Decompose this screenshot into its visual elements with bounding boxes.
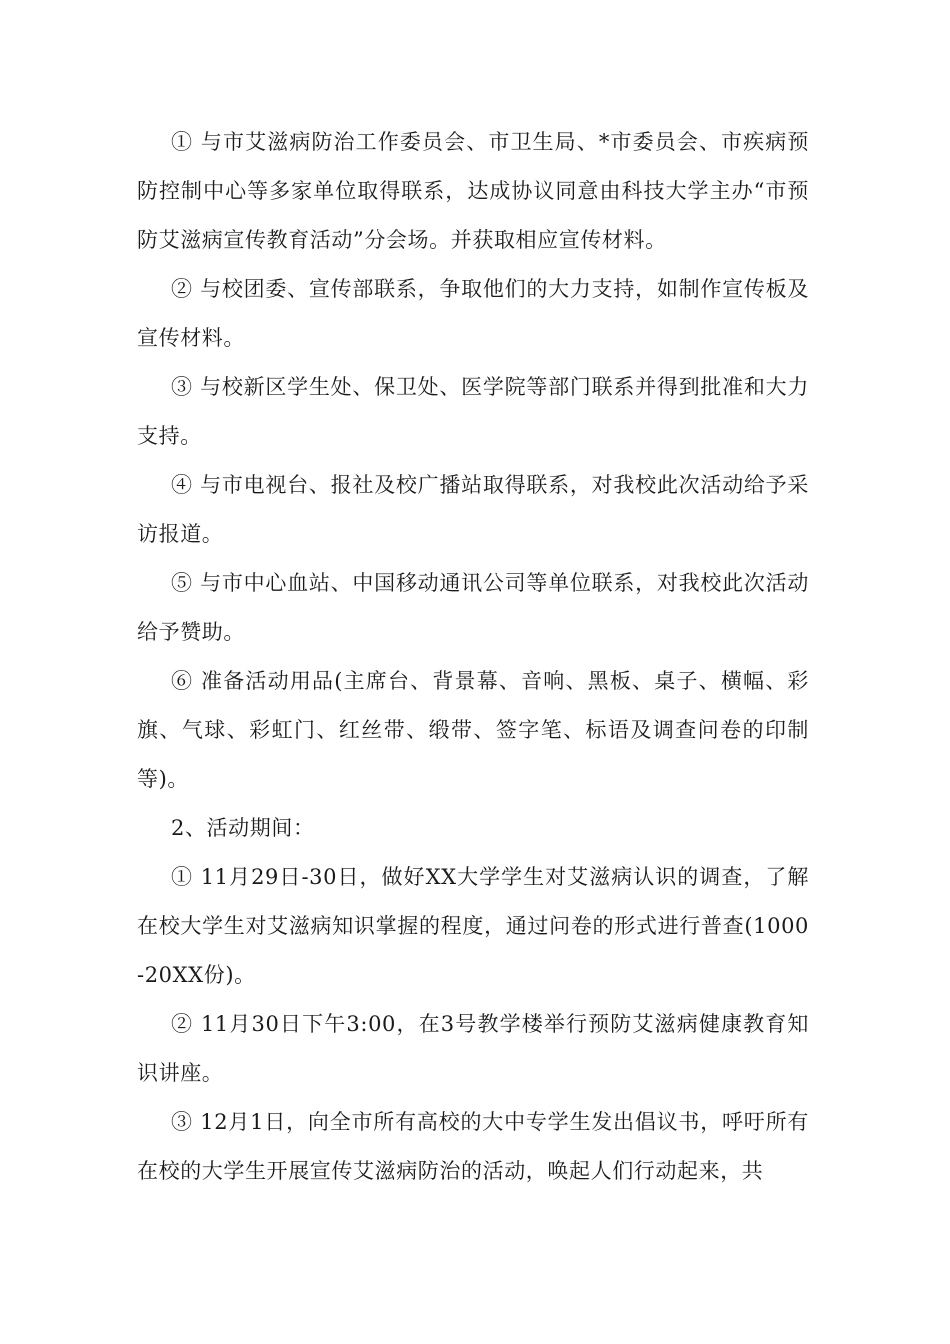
paragraph-proposal: ③ 12月1日，向全市所有高校的大中专学生发出倡议书，呼吁所有在校的大学生开展宣传艾滋病防治的活动，唤起人们行动起来，共 <box>137 1110 809 1183</box>
paragraph-lecture: ② 11月30日下午3:00，在3号教学楼举行预防艾滋病健康教育知识讲座。 <box>137 1012 809 1085</box>
section-heading-during-activity: 2、活动期间： <box>171 816 315 840</box>
paragraph-survey: ① 11月29日-30日，做好XX大学学生对艾滋病认识的调查，了解在校大学生对艾滋病知识掌握的程度，通过问卷的形式进行普查(1000-20XX份)。 <box>137 865 809 987</box>
paragraph-contact-committees: ① 与市艾滋病防治工作委员会、市卫生局、*市委员会、市疾病预防控制中心等多家单位取得联系，达成协议同意由科技大学主办“市预防艾滋病宣传教育活动”分会场。并获取相应宣传材料。 <box>137 130 809 252</box>
paragraph-contact-youth-league: ② 与校团委、宣传部联系，争取他们的大力支持，如制作宣传板及宣传材料。 <box>137 277 809 350</box>
paragraph-contact-media: ④ 与市电视台、报社及校广播站取得联系，对我校此次活动给予采访报道。 <box>137 473 809 546</box>
paragraph-sponsorship: ⑤ 与市中心血站、中国移动通讯公司等单位联系，对我校此次活动给予赞助。 <box>137 571 809 644</box>
paragraph-supplies: ⑥ 准备活动用品(主席台、背景幕、音响、黑板、桌子、横幅、彩旗、气球、彩虹门、红丝带、缎带、签字笔、标语及调查问卷的印制等)。 <box>137 669 809 791</box>
paragraph-contact-departments: ③ 与校新区学生处、保卫处、医学院等部门联系并得到批准和大力支持。 <box>137 375 809 448</box>
document-body <box>137 118 809 1196</box>
